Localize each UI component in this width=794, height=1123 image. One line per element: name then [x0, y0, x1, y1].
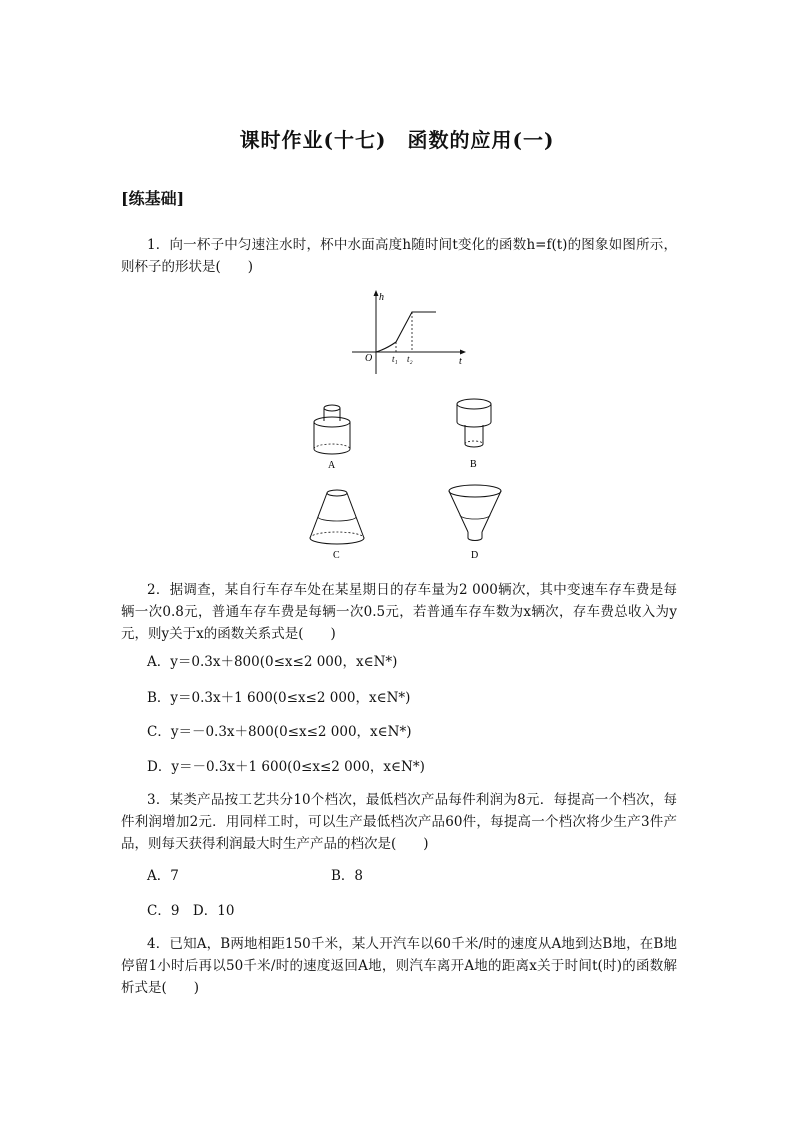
cup-a-figure: [300, 400, 364, 470]
question-3-option-b: B．8: [331, 868, 364, 884]
graph-y-label: h: [379, 292, 384, 303]
question-4-stem: 4．已知A，B两地相距150千米，某人开汽车以60千米/时的速度从A地到达B地，在B地停留1小时后再以50千米/时的速度返回A地，则汽车离开A地的距离x关于时间t(时)的函数解析式是( ): [121, 936, 677, 996]
cup-a-label: A: [328, 460, 336, 470]
question-3-option-cd: C．9 D．10: [147, 903, 235, 919]
graph-t1-label: t₁: [392, 354, 398, 364]
cup-c-figure: [304, 486, 370, 562]
section-heading: [练基础]: [121, 189, 185, 208]
cup-b-label: B: [470, 459, 477, 470]
question-2-option-d: D．y＝－0.3x＋1 600(0≤x≤2 000，x∈N*): [147, 759, 425, 775]
question-3-stem: 3．某类产品按工艺共分10个档次，最低档次产品每件利润为8元．每提高一个档次，每件利润增加2元．用同样工时，可以生产最低档次产品60件，每提高一个档次将少生产3件产品，则每天获得利润最大时生产产品的档次是( ): [121, 792, 677, 852]
cup-d-figure: [444, 482, 506, 562]
cup-c-label: C: [333, 550, 340, 561]
question-2-option-c: C．y＝－0.3x＋800(0≤x≤2 000，x∈N*): [147, 724, 412, 740]
question-2-option-a: A．y＝0.3x＋800(0≤x≤2 000，x∈N*): [147, 654, 398, 670]
graph-x-label: t: [459, 356, 462, 367]
question-3-option-a: A．7: [147, 868, 179, 884]
cup-d-label: D: [471, 550, 479, 561]
cup-b-figure: [443, 394, 505, 470]
graph-origin-label: O: [365, 353, 373, 364]
question-2-option-b: B．y＝0.3x＋1 600(0≤x≤2 000，x∈N*): [147, 690, 411, 706]
graph-t2-label: t₂: [407, 354, 413, 364]
water-height-graph: [348, 288, 470, 376]
page-title: 课时作业(十七) 函数的应用(一): [239, 128, 555, 152]
question-1-stem: 1．向一杯子中匀速注水时，杯中水面高度h随时间t变化的函数h=f(t)的图象如图所示，则杯子的形状是( ): [121, 237, 677, 275]
question-2-stem: 2．据调查，某自行车存车处在某星期日的存车量为2 000辆次，其中变速车存车费是每辆一次0.8元，普通车存车费是每辆一次0.5元，若普通车存车数为x辆次，存车费总收入为y元，则y关于x的函数关系式是( ): [121, 582, 677, 642]
